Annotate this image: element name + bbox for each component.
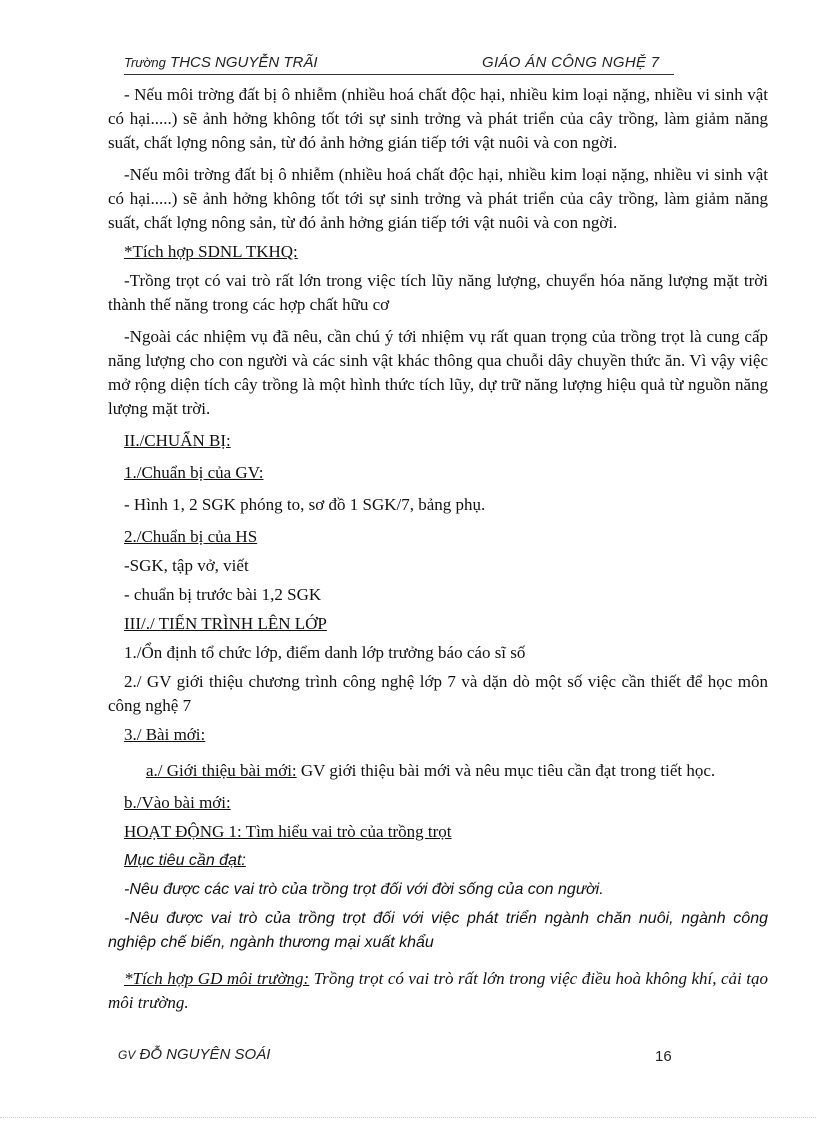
enter-lesson-heading-text: b./Vào bài mới:	[124, 793, 231, 812]
environment-integration	[108, 967, 768, 1015]
page-content	[108, 83, 768, 1015]
hs-prep-heading-text: 2./Chuẩn bị của HS	[124, 527, 258, 546]
subject-title: GIÁO ÁN CÔNG NGHỆ 7	[482, 54, 660, 71]
objective-heading-text: Mục tiêu cần đạt:	[124, 852, 246, 869]
intro-label: a./ Giới thiệu bài mới:	[146, 761, 297, 780]
enter-lesson-heading	[108, 791, 768, 815]
section-3-heading-text: III/./ TIẾN TRÌNH LÊN LỚP	[124, 614, 327, 633]
section-3-heading	[108, 612, 768, 636]
tkhq-heading	[108, 240, 768, 264]
objective-heading	[108, 849, 768, 873]
objective-1: -Nêu được các vai trò của trồng trọt đối với đời sống của con người.	[124, 881, 604, 898]
tkhq-heading-text: *Tích hợp SDNL TKHQ:	[124, 242, 298, 261]
author-prefix: GV	[118, 1048, 136, 1062]
hs-prep-item-2: - chuẩn bị trước bài 1,2 SGK	[124, 585, 322, 604]
activity-1-heading	[108, 820, 768, 844]
environment-label: *Tích hợp GD môi trường:	[124, 969, 310, 988]
step-1: 1./Ổn định tổ chức lớp, điểm danh lớp trưởng báo cáo sĩ số	[124, 643, 526, 662]
step-3-heading	[108, 723, 768, 747]
objective-2: -Nêu được vai trò của trồng trọt đối với việc phát triển ngành chăn nuôi, ngành công nghiệp chế biến, ngành thương mại xuất khẩu	[108, 910, 768, 951]
intro-text: GV giới thiệu bài mới và nêu mục tiêu cần đạt trong tiết học.	[296, 761, 716, 780]
gv-prep-heading	[108, 461, 768, 485]
school-name	[124, 54, 318, 71]
hs-prep-heading	[108, 525, 768, 549]
gv-prep-heading-text: 1./Chuẩn bị của GV:	[124, 463, 264, 482]
paragraph-soil-pollution-2: -Nếu môi trờng đất bị ô nhiễm (nhiều hoá chất độc hại, nhiều kim loại nặng, nhiều vi sinh vật có hại.....) sẽ ảnh hởng không tốt tới sự sinh trởng và phát triển của cây trồng, làm giảm năng suất, chất lợng nông sản, từ đó ảnh hởng gián tiếp tới vật nuôi và con ngời.	[108, 165, 768, 232]
section-2-heading	[108, 429, 768, 453]
step-3-heading-text: 3./ Bài mới:	[124, 725, 206, 744]
page-header	[124, 54, 674, 75]
section-2-heading-text: II./CHUẨN BỊ:	[124, 431, 231, 450]
step-2: 2./ GV giới thiệu chương trình công nghệ lớp 7 và dặn dò một số việc cần thiết để học môn công nghệ 7	[108, 672, 768, 715]
hs-prep-item-1: -SGK, tập vở, viết	[124, 556, 249, 575]
page-number: 16	[655, 1048, 672, 1065]
school-title: THCS NGUYỄN TRÃI	[170, 54, 318, 71]
author	[118, 1046, 270, 1063]
intro-paragraph	[108, 759, 768, 783]
school-prefix: Trường	[124, 55, 166, 70]
tkhq-paragraph-1: -Trồng trọt có vai trò rất lớn trong việc tích lũy năng lượng, chuyển hóa năng lượng mặt trời thành thế năng trong các hợp chất hữu cơ	[108, 271, 768, 314]
environment-text: Trồng trọt có vai trò rất lớn trong việc điều hoà không khí, cải tạo môi trường.	[108, 969, 768, 1012]
paragraph-soil-pollution-1: - Nếu môi trờng đất bị ô nhiễm (nhiều hoá chất độc hại, nhiều kim loại nặng, nhiều vi sinh vật có hại.....) sẽ ảnh hởng không tốt tới sự sinh trởng và phát triển của cây trồng, làm giảm năng suất, chất lợng nông sản, từ đó ảnh hởng gián tiếp tới vật nuôi và con ngời.	[108, 85, 768, 152]
author-name: ĐỖ NGUYÊN SOÁI	[139, 1046, 271, 1063]
tkhq-paragraph-2: -Ngoài các nhiệm vụ đã nêu, cần chú ý tới nhiệm vụ rất quan trọng của trồng trọt là cung cấp năng lượng cho con người và các sinh vật khác thông qua chuỗi dây chuyền thức ăn. Vì vậy việc mở rộng diện tích cây trồng là một hình thức tích lũy, dự trữ năng lượng hiệu quả từ nguồn năng lượng mặt trời.	[108, 327, 768, 418]
page-bottom-divider	[0, 1117, 816, 1118]
activity-1-heading-text: HOẠT ĐỘNG 1: Tìm hiểu vai trò của trồng trọt	[124, 822, 452, 841]
gv-prep-item: - Hình 1, 2 SGK phóng to, sơ đồ 1 SGK/7, bảng phụ.	[124, 495, 486, 514]
